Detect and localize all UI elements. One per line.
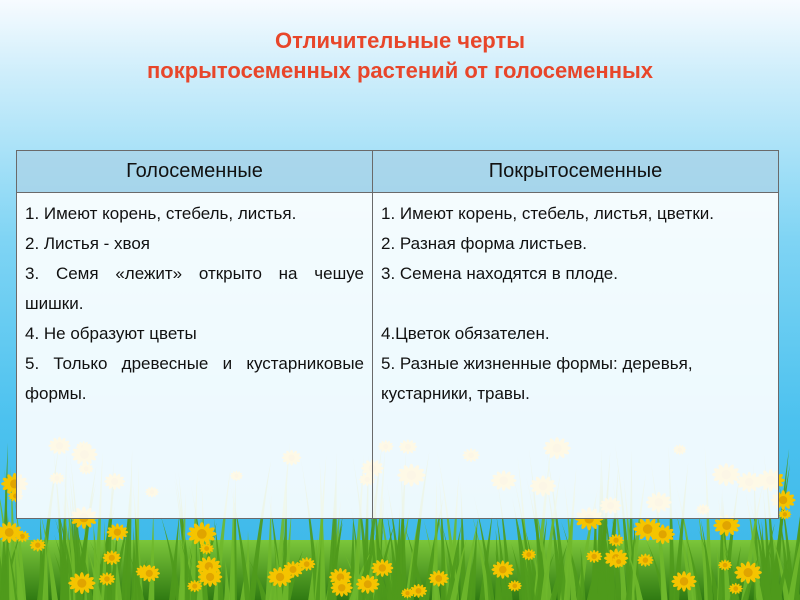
list-item: 4. Не образуют цветы: [25, 324, 197, 343]
table-row: [17, 193, 779, 519]
header-angiosperms: Покрытосеменные: [373, 151, 779, 193]
title-line-2: покрытосеменных растений от голосеменных: [146, 58, 654, 83]
list-item: 2. Листья - хвоя: [25, 234, 151, 253]
list-item: 1. Имеют корень, стебель, листья.: [25, 204, 297, 223]
header-gymnosperms: Голосеменные: [17, 151, 373, 193]
table-header-row: [17, 151, 779, 193]
list-item: 5. Только древесные и кустарниковые формы.: [25, 354, 364, 403]
slide-title: [0, 26, 800, 86]
comparison-table: [16, 150, 779, 519]
angiosperms-features: [373, 193, 779, 519]
list-item: 3. Семя «лежит» открыто на чешуе шишки.: [25, 264, 364, 313]
list-item: 4.Цветок обязателен.: [381, 324, 550, 343]
list-item: 2. Разная форма листьев.: [381, 234, 588, 253]
title-line-1: Отличительные черты: [274, 28, 526, 53]
list-item: 5. Разные жизненные формы: деревья, кустарники, травы.: [381, 354, 693, 403]
list-item: 1. Имеют корень, стебель, листья, цветки.: [381, 204, 714, 223]
list-item: 3. Семена находятся в плоде.: [381, 264, 618, 283]
gymnosperms-features: [17, 193, 373, 519]
